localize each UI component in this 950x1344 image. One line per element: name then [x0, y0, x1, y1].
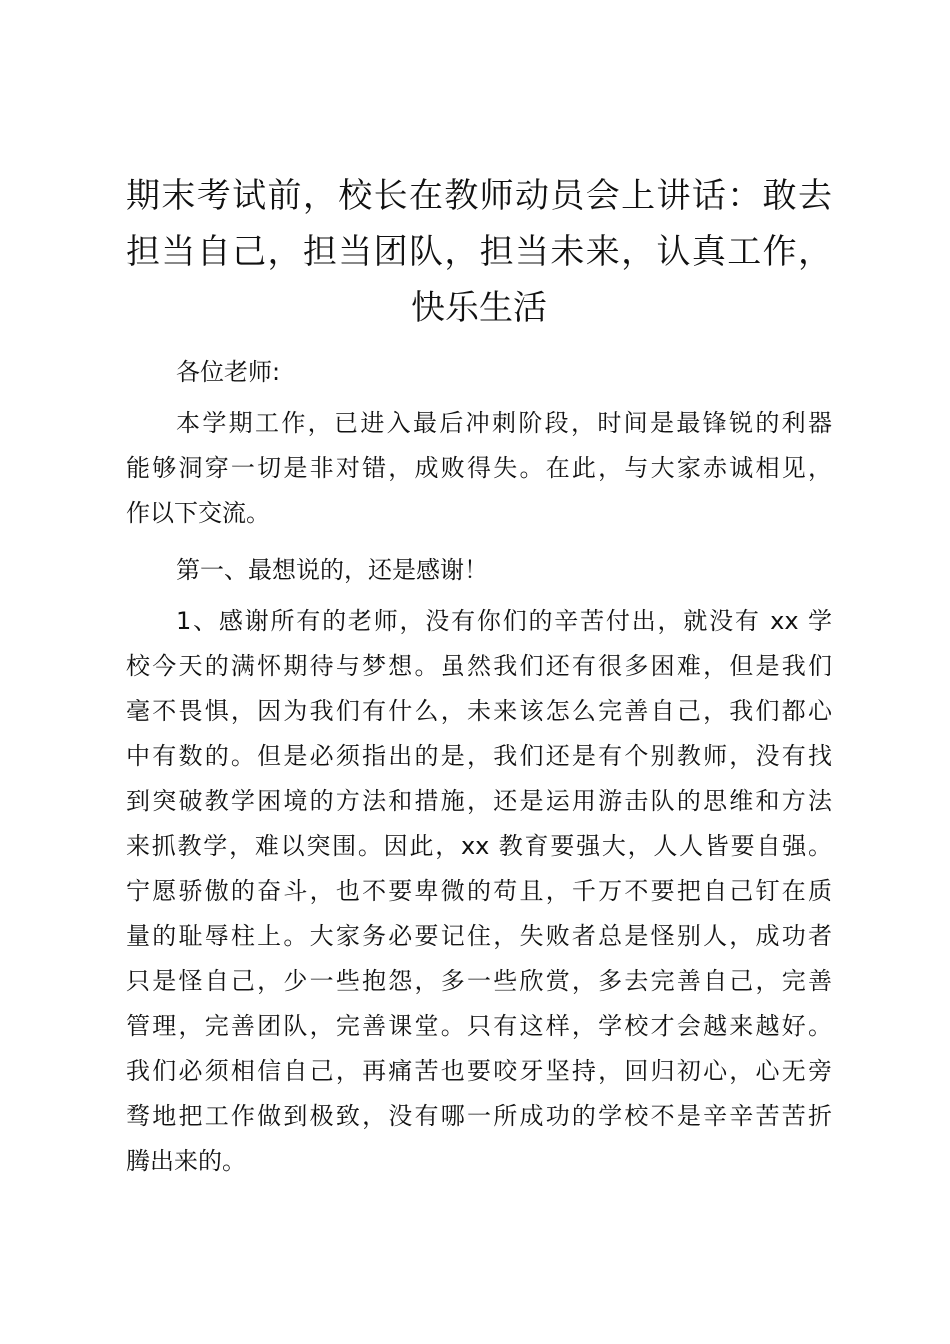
paragraph-line: 能够洞穿一切是非对错，成败得失。在此，与大家赤诚相见， — [126, 454, 832, 482]
paragraph-line: 校今天的满怀期待与梦想。虽然我们还有很多困难，但是我们 — [126, 652, 832, 680]
paragraph-line: 到突破教学困境的方法和措施，还是运用游击队的思维和方法 — [126, 787, 832, 815]
greeting — [126, 350, 832, 395]
paragraph-line: 腾出来的。 — [126, 1147, 246, 1175]
document-title — [126, 168, 832, 336]
paragraph-line: 管理，完善团队，完善课堂。只有这样，学校才会越来越好。 — [126, 1012, 832, 1040]
paragraph-line: 毫不畏惧，因为我们有什么，未来该怎么完善自己，我们都心 — [126, 697, 832, 725]
paragraph-line: 作以下交流。 — [126, 499, 270, 527]
paragraph-line: 量的耻辱柱上。大家务必要记住，失败者总是怪别人，成功者 — [126, 922, 832, 950]
paragraph-line: 骛地把工作做到极致，没有哪一所成功的学校不是辛辛苦苦折 — [126, 1102, 832, 1130]
section-heading-text: 第一、最想说的，还是感谢！ — [176, 556, 488, 584]
title-line-2: 担当自己，担当团队，担当未来，认真工作， — [126, 232, 832, 272]
paragraph-thanks — [126, 599, 832, 1184]
paragraph-intro — [126, 401, 832, 536]
document-body — [126, 350, 832, 1184]
document-page — [126, 168, 832, 1184]
paragraph-line: 来抓教学，难以突围。因此，xx 教育要强大，人人皆要自强。 — [126, 832, 832, 860]
title-line-3: 快乐生活 — [411, 288, 547, 328]
title-line-1: 期末考试前，校长在教师动员会上讲话：敢去 — [126, 176, 832, 216]
paragraph-line: 中有数的。但是必须指出的是，我们还是有个别教师，没有找 — [126, 742, 832, 770]
paragraph-line: 宁愿骄傲的奋斗，也不要卑微的苟且，千万不要把自己钉在质 — [126, 877, 832, 905]
section-heading — [126, 548, 832, 593]
greeting-text: 各位老师: — [176, 358, 281, 386]
paragraph-line: 只是怪自己，少一些抱怨，多一些欣赏，多去完善自己，完善 — [126, 967, 832, 995]
paragraph-line: 我们必须相信自己，再痛苦也要咬牙坚持，回归初心，心无旁 — [126, 1057, 832, 1085]
paragraph-line: 本学期工作，已进入最后冲刺阶段，时间是最锋锐的利器 — [176, 409, 832, 437]
paragraph-line: 1、感谢所有的老师，没有你们的辛苦付出，就没有 xx 学 — [176, 607, 832, 635]
